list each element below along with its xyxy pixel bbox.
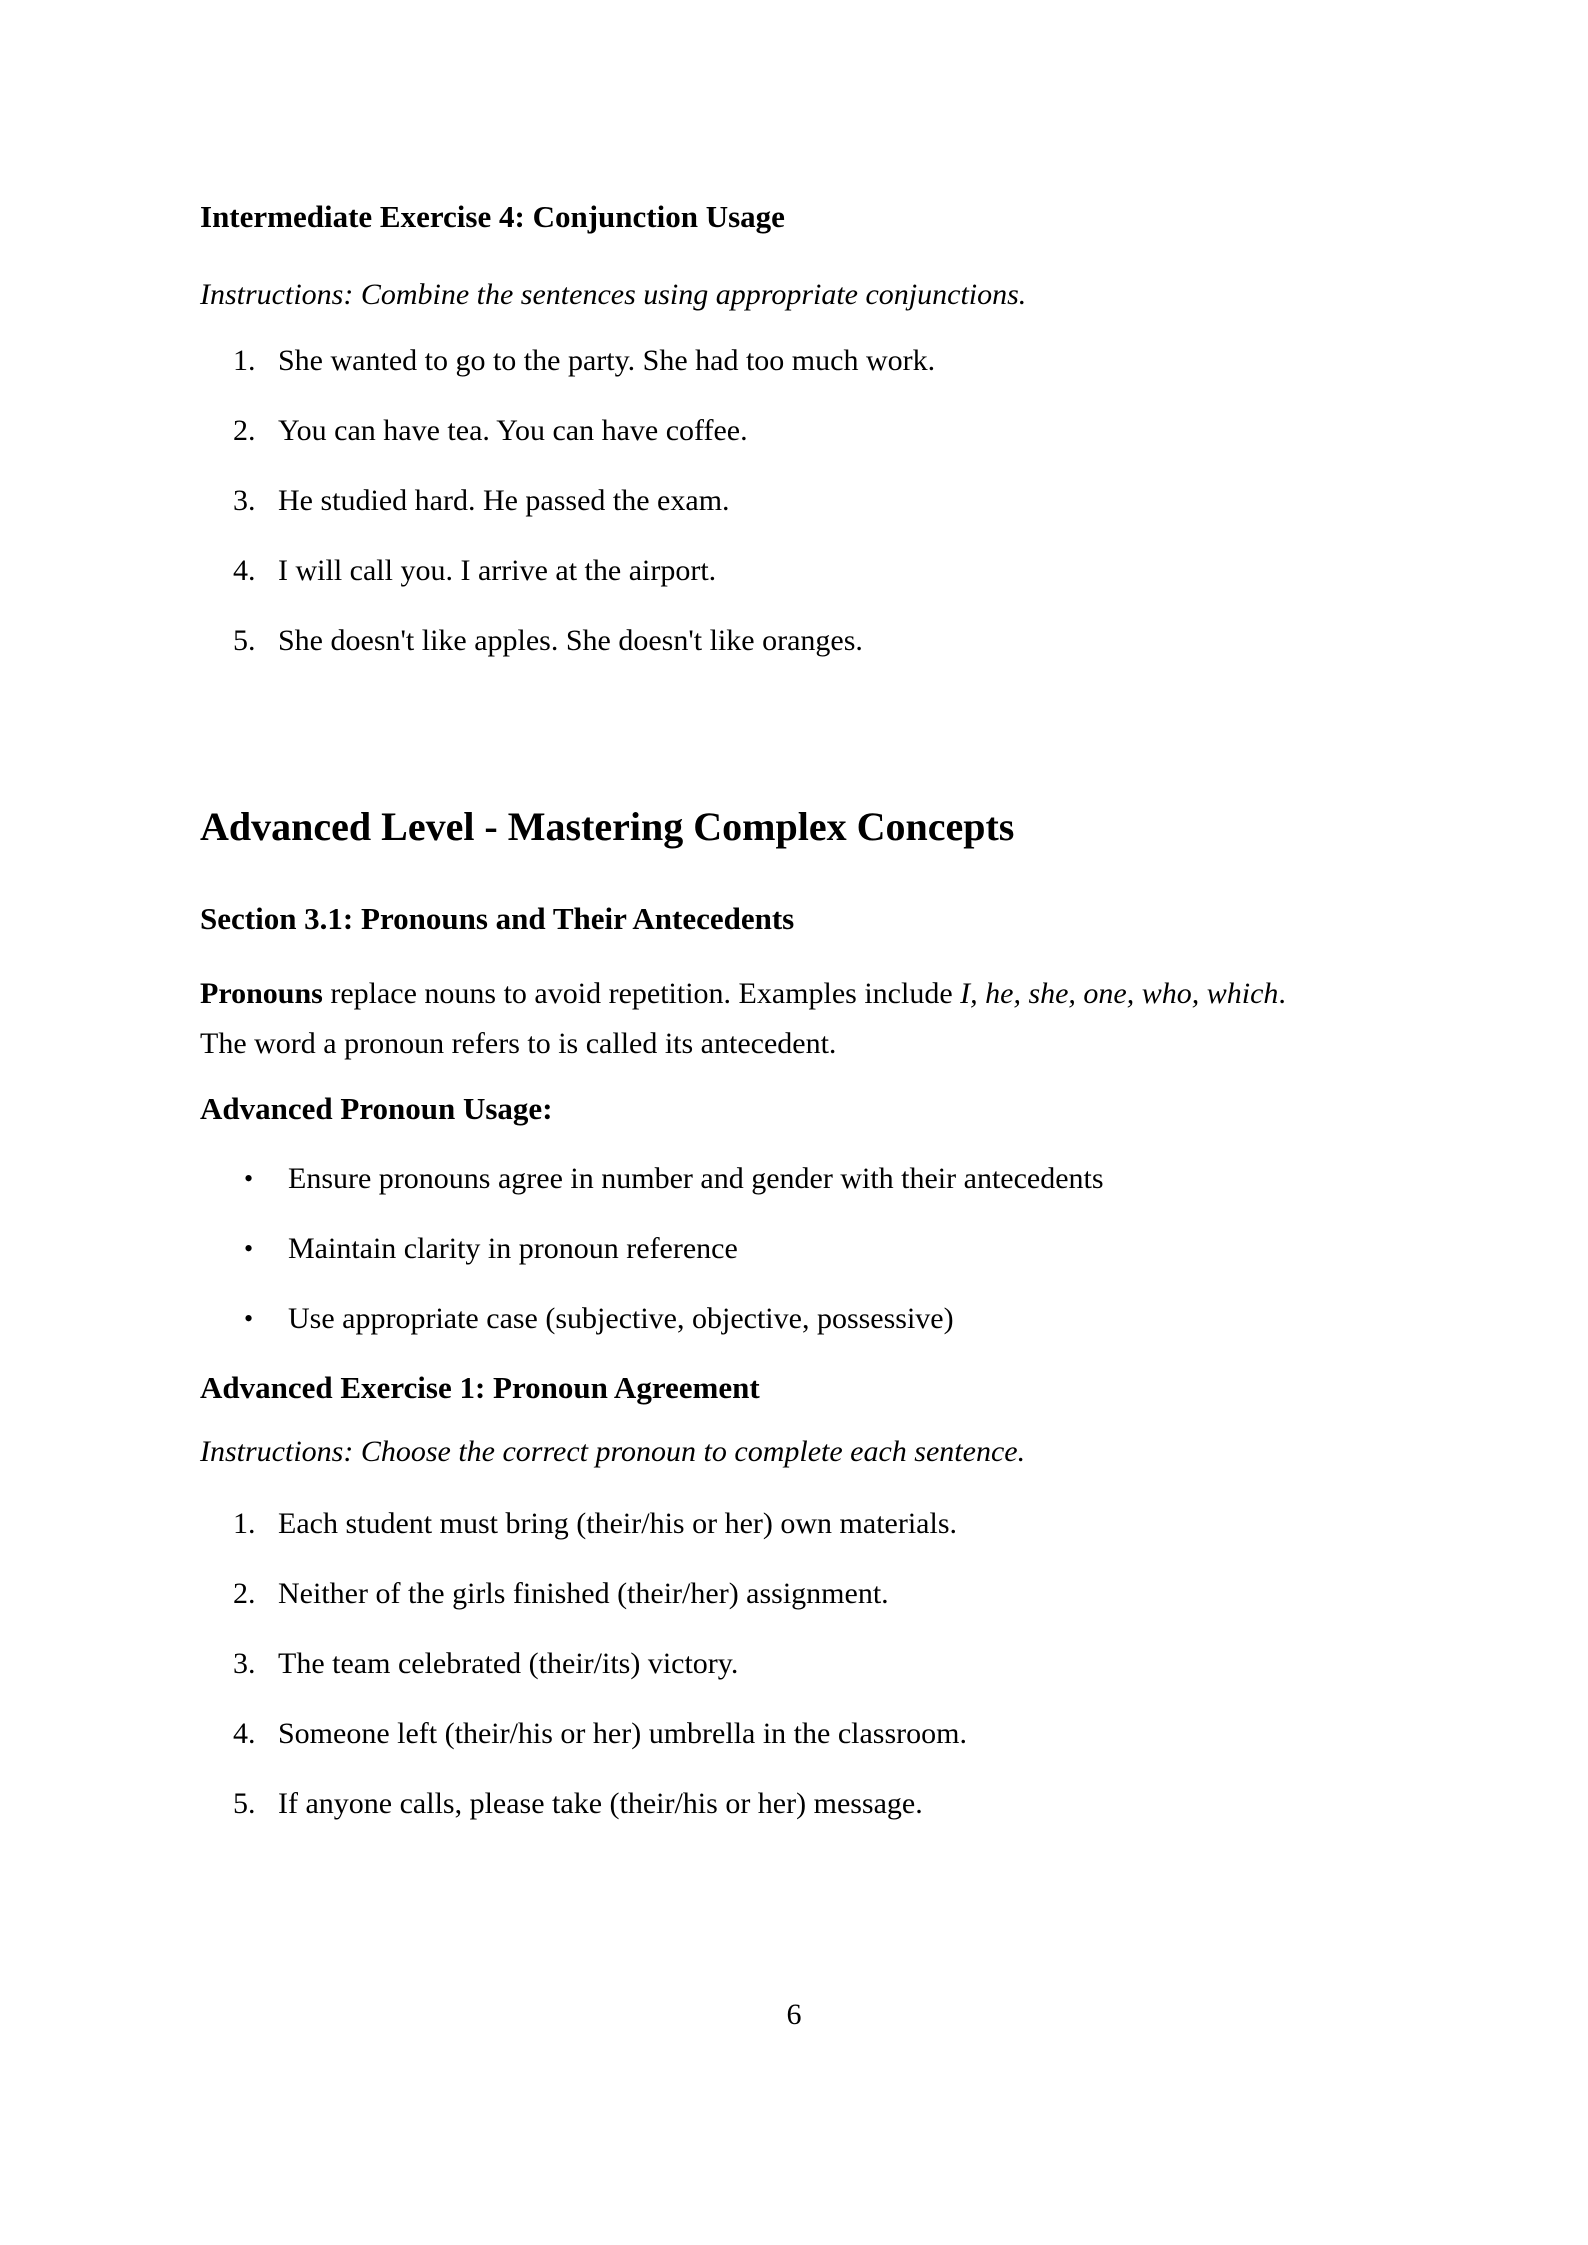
paragraph-segment: The word a pronoun refers to is called its antecedent. — [200, 1027, 837, 1060]
list-item-text: I will call you. I arrive at the airport. — [278, 554, 717, 587]
pronoun-usage-list — [200, 1159, 1390, 1339]
list-item-number: 2. — [233, 414, 256, 447]
list-item — [200, 481, 1390, 521]
list-item-text: Maintain clarity in pronoun reference — [288, 1232, 738, 1265]
list-item-number: 5. — [233, 624, 256, 657]
page-number: 6 — [786, 1998, 802, 2031]
list-item — [200, 341, 1390, 381]
bullet-icon: • — [244, 1164, 254, 1193]
paragraph-segment: Pronouns — [200, 977, 323, 1010]
list-item-number: 2. — [233, 1577, 256, 1610]
list-item-text: She wanted to go to the party. She had too much work. — [278, 344, 936, 377]
list-item-number: 4. — [233, 554, 256, 587]
list-item — [200, 1229, 1390, 1269]
list-item — [200, 1299, 1390, 1339]
exercise1-instructions: Instructions: Choose the correct pronoun to complete each sentence. — [200, 1435, 1026, 1468]
bullet-icon: • — [244, 1234, 254, 1263]
list-item-number: 5. — [233, 1787, 256, 1820]
list-item — [200, 1714, 1390, 1754]
paragraph-segment: I, he, she, one, who, which — [960, 977, 1279, 1010]
bullet-icon: • — [244, 1304, 254, 1333]
list-item-number: 4. — [233, 1717, 256, 1750]
list-item-text: She doesn't like apples. She doesn't like oranges. — [278, 624, 863, 657]
list-item-text: The team celebrated (their/its) victory. — [278, 1647, 739, 1680]
pronoun-usage-heading: Advanced Pronoun Usage: — [200, 1091, 553, 1126]
list-item — [200, 551, 1390, 591]
list-item — [200, 1644, 1390, 1684]
list-item-number: 1. — [233, 1507, 256, 1540]
list-item-number: 1. — [233, 344, 256, 377]
list-item-text: If anyone calls, please take (their/his or her) message. — [278, 1787, 923, 1820]
list-item-number: 3. — [233, 484, 256, 517]
list-item-number: 3. — [233, 1647, 256, 1680]
exercise1-list — [200, 1504, 1390, 1824]
list-item — [200, 1574, 1390, 1614]
paragraph-segment: . — [1278, 977, 1286, 1010]
advanced-level-heading: Advanced Level - Mastering Complex Concepts — [200, 804, 1015, 849]
advanced-exercise1-heading: Advanced Exercise 1: Pronoun Agreement — [200, 1370, 760, 1405]
exercise4-list — [200, 341, 1390, 661]
list-item-text: Someone left (their/his or her) umbrella in the classroom. — [278, 1717, 967, 1750]
list-item — [200, 621, 1390, 661]
page-content — [200, 0, 1390, 1854]
exercise4-heading: Intermediate Exercise 4: Conjunction Usage — [200, 199, 785, 234]
list-item-text: You can have tea. You can have coffee. — [278, 414, 748, 447]
list-item-text: Use appropriate case (subjective, objective, possessive) — [288, 1302, 954, 1335]
list-item — [200, 411, 1390, 451]
paragraph-segment: replace nouns to avoid repetition. Examples include — [322, 977, 961, 1010]
list-item — [200, 1784, 1390, 1824]
list-item-text: Each student must bring (their/his or her) own materials. — [278, 1507, 957, 1540]
pronouns-paragraph — [200, 969, 1390, 1069]
list-item — [200, 1504, 1390, 1544]
section-3-1-heading: Section 3.1: Pronouns and Their Antecedents — [200, 901, 795, 936]
list-item-text: Neither of the girls finished (their/her) assignment. — [278, 1577, 889, 1610]
exercise4-instructions: Instructions: Combine the sentences using appropriate conjunctions. — [200, 278, 1027, 311]
list-item-text: Ensure pronouns agree in number and gender with their antecedents — [288, 1162, 1104, 1195]
list-item — [200, 1159, 1390, 1199]
list-item-text: He studied hard. He passed the exam. — [278, 484, 730, 517]
